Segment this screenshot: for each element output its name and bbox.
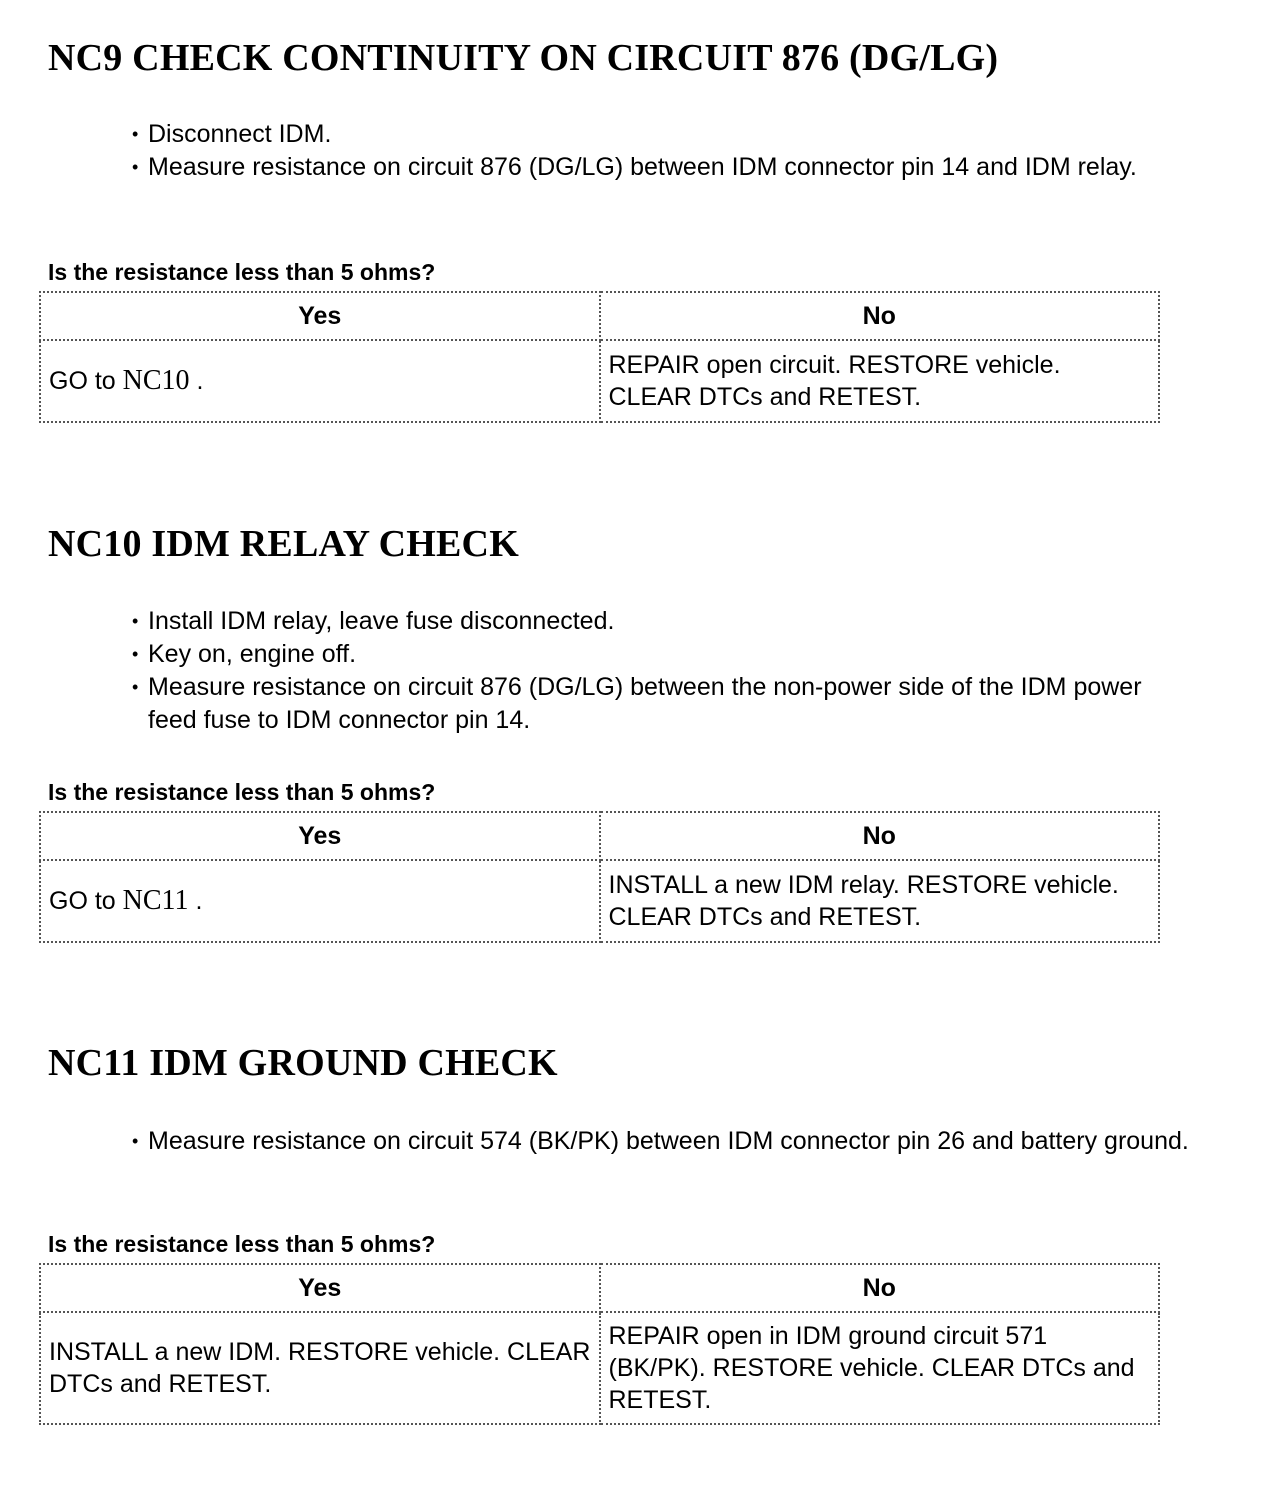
table-header-row: [40, 1264, 1159, 1312]
yes-header: Yes: [40, 292, 600, 340]
no-header: No: [600, 292, 1160, 340]
question-text: Is the resistance less than 5 ohms?: [48, 259, 436, 285]
step-text: Disconnect IDM.: [148, 120, 332, 148]
goto-link[interactable]: NC11: [122, 885, 189, 916]
step-text: Key on, engine off.: [148, 640, 357, 668]
section-heading: NC9 CHECK CONTINUITY ON CIRCUIT 876 (DG/LG): [48, 37, 999, 79]
yes-prefix: GO to: [49, 367, 123, 395]
no-header: No: [600, 1264, 1160, 1312]
bullet-icon: •: [132, 611, 139, 631]
bullet-icon: •: [132, 644, 139, 664]
yes-cell: INSTALL a new IDM. RESTORE vehicle. CLEAR DTCs and RETEST.: [40, 1312, 600, 1424]
step-item: [132, 118, 1232, 151]
section-heading: NC10 IDM RELAY CHECK: [48, 523, 519, 565]
bullet-icon: •: [132, 157, 139, 177]
bullet-icon: •: [132, 1131, 139, 1151]
bullet-icon: •: [132, 124, 139, 144]
no-header: No: [600, 812, 1160, 860]
yes-cell: [40, 340, 600, 422]
step-item: [132, 671, 1188, 737]
yes-prefix: GO to: [49, 887, 123, 915]
step-list: [132, 605, 1232, 737]
step-item: [132, 151, 1188, 184]
step-list: [132, 118, 1232, 184]
yes-header: Yes: [40, 812, 600, 860]
goto-link[interactable]: NC10: [122, 365, 190, 396]
step-item: [132, 1125, 1223, 1158]
bullet-icon: •: [132, 677, 139, 697]
table-header-row: [40, 292, 1159, 340]
table-row: [40, 1312, 1159, 1424]
question-text: Is the resistance less than 5 ohms?: [48, 1231, 436, 1257]
no-cell: REPAIR open in IDM ground circuit 571 (BK/PK). RESTORE vehicle. CLEAR DTCs and RETEST.: [600, 1312, 1160, 1424]
step-text: Measure resistance on circuit 876 (DG/LG) between IDM connector pin 14 and IDM relay.: [148, 153, 1137, 181]
step-text: Measure resistance on circuit 876 (DG/LG) between the non-power side of the IDM power feed fuse to IDM connector pin 14.: [148, 673, 1142, 734]
section-heading: NC11 IDM GROUND CHECK: [48, 1042, 558, 1084]
question-text: Is the resistance less than 5 ohms?: [48, 779, 436, 805]
answer-table: [39, 291, 1160, 423]
step-list: [132, 1125, 1232, 1158]
answer-table: [39, 811, 1160, 943]
yes-header: Yes: [40, 1264, 600, 1312]
table-row: [40, 860, 1159, 942]
table-row: [40, 340, 1159, 422]
yes-suffix: .: [188, 887, 203, 915]
step-item: [132, 638, 1232, 671]
step-text: Install IDM relay, leave fuse disconnected.: [148, 607, 615, 635]
no-cell: REPAIR open circuit. RESTORE vehicle. CLEAR DTCs and RETEST.: [600, 340, 1160, 422]
table-header-row: [40, 812, 1159, 860]
step-item: [132, 605, 1232, 638]
step-text: Measure resistance on circuit 574 (BK/PK) between IDM connector pin 26 and battery ground.: [148, 1127, 1189, 1155]
yes-suffix: .: [189, 367, 204, 395]
answer-table: [39, 1263, 1160, 1425]
no-cell: INSTALL a new IDM relay. RESTORE vehicle. CLEAR DTCs and RETEST.: [600, 860, 1160, 942]
yes-cell: [40, 860, 600, 942]
